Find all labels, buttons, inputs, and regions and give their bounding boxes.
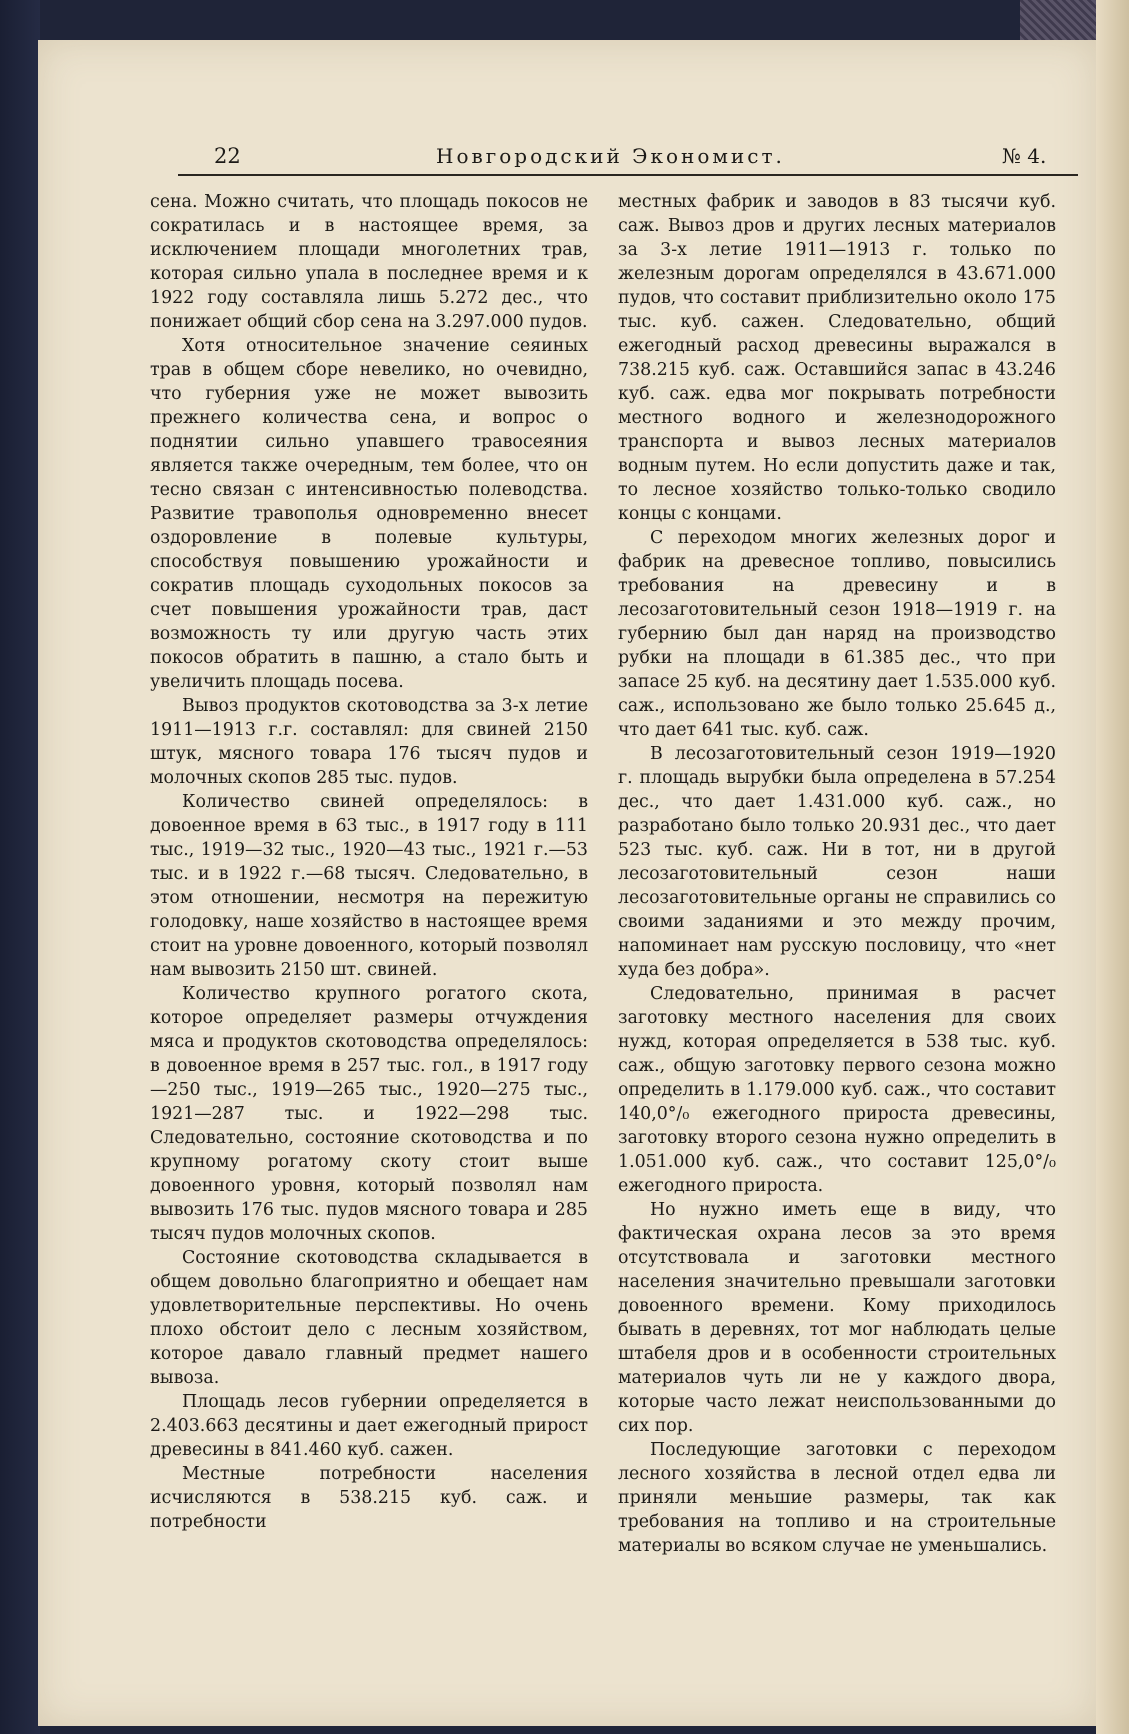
paragraph: Вывоз продуктов скотоводства за 3-х летие 1911—1913 г.г. составлял: для свиней 2150 штук, мясного товара 176 тысяч пудов и молочных скопов 285 тыс. пудов. xyxy=(150,696,588,788)
paragraph: Последующие заготовки с переходом лесного хозяйства в лесной отдел едва ли приняли меньшие размеры, так как требования на топливо и на строительные материалы во всяком случае не уменьшались. xyxy=(618,1440,1056,1556)
paragraph: С переходом многих железных дорог и фабрик на древесное топливо, повысились требования на древесину и в лесозаготовительный сезон 1918—1919 г. на губернию был дан наряд на производство рубки на площади в 61.385 дес., что при запасе 25 куб. на десятину дает 1.535.000 куб. саж., использовано же было только 25.645 д., что дает 641 тыс. куб. саж. xyxy=(618,528,1056,740)
paragraph: Местные потребности населения исчисляются в 538.215 куб. саж. и потребности xyxy=(150,1464,588,1532)
left-column xyxy=(150,190,588,1534)
paragraph: Количество крупного рогатого скота, которое определяет размеры отчуждения мяса и продуктов скотоводства определялось: в довоенное время в 257 тыс. гол., в 1917 году—250 тыс., 1919—265 тыс., 1920—275 тыс., 1921—287 тыс. и 1922—298 тыс. Следовательно, состояние скотоводства и по крупному рогатому скоту стоит выше довоенного уровня, который позволял нам вывозить 176 тыс. пудов мясного товара и 285 тысяч пудов молочных скопов. xyxy=(150,984,588,1244)
paragraph: В лесозаготовительный сезон 1919—1920 г. площадь вырубки была определена в 57.254 дес., что дает 1.431.000 куб. саж., но разработано было только 20.931 дес., что дает 523 тыс. куб. саж. Ни в тот, ни в другой лесозаготовительный сезон наши лесозаготовительные органы не справились со своими заданиями и это между прочим, напоминает нам русскую пословицу, что «нет худа без добра». xyxy=(618,744,1056,980)
paragraph: Количество свиней определялось: в довоенное время в 63 тыс., в 1917 году в 111 тыс., 1919—32 тыс., 1920—43 тыс., 1921 г.—53 тыс. и в 1922 г.—68 тысяч. Следовательно, в этом отношении, несмотря на пережитую голодовку, наше хозяйство в настоящее время стоит на уровне довоенного, который позволял нам вывозить 2150 шт. свиней. xyxy=(150,792,588,980)
paragraph: Хотя относительное значение сеяиных трав в общем сборе невелико, но очевидно, что губерния уже не может вывозить прежнего количества сена, и вопрос о поднятии сильно упавшего травосеяния является также очередным, тем более, что он тесно связан с интенсивностью полеводства. Развитие травополья одновременно внесет оздоровление в полевые культуры, способствуя повышению урожайности и сократив площадь суходольных покосов за счет повышения урожайности трав, даст возможность ту или другую часть этих покосов обратить в пашню, а стало быть и увеличить площадь посева. xyxy=(150,336,588,692)
paragraph: Состояние скотоводства складывается в общем довольно благоприятно и обещает нам удовлетворительные перспективы. Но очень плохо обстоит дело с лесным хозяйством, которое давало главный предмет нашего вывоза. xyxy=(150,1248,588,1388)
scan-background xyxy=(0,0,40,1734)
adjacent-page-edge xyxy=(1096,0,1129,1734)
journal-title: Новгородский Экономист. xyxy=(436,144,785,168)
header-rule xyxy=(178,174,1078,176)
running-header xyxy=(178,136,1078,170)
right-column xyxy=(618,190,1056,1558)
issue-number: № 4. xyxy=(1002,144,1047,168)
paragraph: Но нужно иметь еще в виду, что фактическая охрана лесов за это время отсутствовала и заготовки местного населения значительно превышали заготовки довоенного времени. Кому приходилось бывать в деревнях, тот мог наблюдать целые штабеля дров и в особенности строительных материалов чуть ли не у каждого двора, которые часто лежат неиспользованными до сих пор. xyxy=(618,1200,1056,1436)
paragraph: Площадь лесов губернии определяется в 2.403.663 десятины и дает ежегодный прирост древесины в 841.460 куб. сажен. xyxy=(150,1392,588,1460)
paragraph: местных фабрик и заводов в 83 тысячи куб. саж. Вывоз дров и других лесных материалов за 3-х летие 1911—1913 г. только по железным дорогам определялся в 43.671.000 пудов, что составит приблизительно около 175 тыс. куб. сажен. Следовательно, общий ежегодный расход древесины выражался в 738.215 куб. саж. Оставшийся запас в 43.246 куб. саж. едва мог покрывать потребности местного водного и железнодорожного транспорта и вывоз лесных материалов водным путем. Но если допустить даже и так, то лесное хозяйство только-только сводило концы с концами. xyxy=(618,192,1056,524)
paragraph: сена. Можно считать, что площадь покосов не сократилась и в настоящее время, за исключением площади многолетних трав, которая сильно упала в последнее время и к 1922 году составляла лишь 5.272 дес., что понижает общий сбор сена на 3.297.000 пудов. xyxy=(150,192,588,332)
page-number: 22 xyxy=(214,144,241,168)
paragraph: Следовательно, принимая в расчет заготовку местного населения для своих нужд, которая определяется в 538 тыс. куб. саж., общую заготовку первого сезона можно определить в 1.179.000 куб. саж., что составит 140,0°/₀ ежегодного прироста древесины, заготовку второго сезона нужно определить в 1.051.000 куб. саж., что составит 125,0°/₀ ежегодного прироста. xyxy=(618,984,1056,1196)
document-page xyxy=(38,40,1096,1726)
